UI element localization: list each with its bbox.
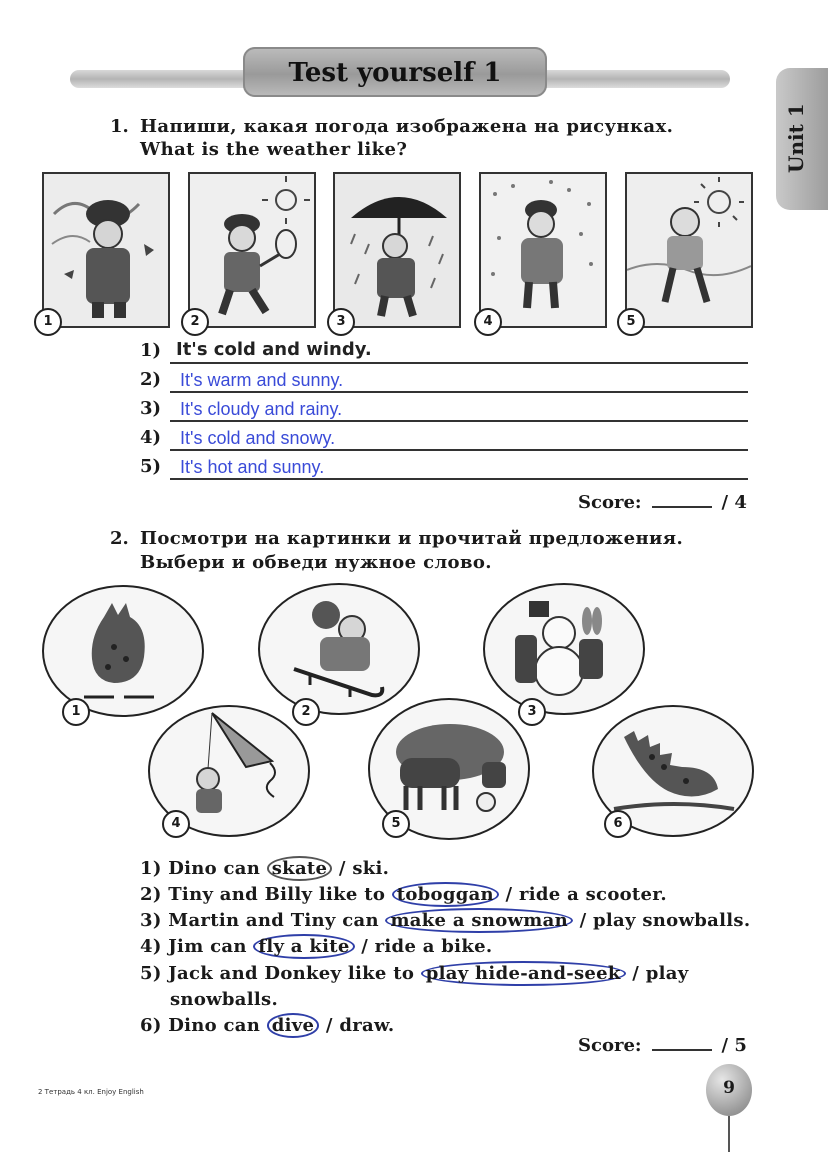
answer-typed-text[interactable]: It's cloudy and rainy. xyxy=(180,399,343,419)
answer-typed-text[interactable]: It's cold and snowy. xyxy=(180,428,336,448)
task1-number: 1. xyxy=(110,116,129,137)
picture-number-1: 1 xyxy=(34,308,62,336)
picture-number-6: 6 xyxy=(604,810,632,838)
page-title: Test yourself 1 xyxy=(243,47,547,97)
sentence-number: 2) xyxy=(140,884,162,905)
sentence-number: 1) xyxy=(140,858,162,879)
picture-number-2: 2 xyxy=(181,308,209,336)
option-separator: / xyxy=(325,1015,333,1036)
picture-tobogganing xyxy=(258,583,420,715)
answer-line xyxy=(170,478,748,480)
option-separator: / xyxy=(338,858,346,879)
score-blank[interactable] xyxy=(652,1049,712,1051)
picture-snowman xyxy=(483,583,645,715)
sentence-stem: Tiny and Billy like to xyxy=(168,884,386,905)
page-number: 9 xyxy=(723,1078,735,1098)
sentence-stem: Dino can xyxy=(168,858,261,879)
sentence-1 xyxy=(140,858,389,879)
option-circled[interactable]: toboggan xyxy=(392,882,499,907)
sentence-4 xyxy=(140,936,492,957)
weather-picture-sunny-tennis xyxy=(188,172,316,328)
task2-instruction-2: Выбери и обведи нужное слово. xyxy=(140,552,492,573)
sentence-5 xyxy=(140,963,688,984)
answer-printed-text: It's cold and windy. xyxy=(176,339,372,360)
sentence-5-continuation: snowballs. xyxy=(170,989,279,1010)
sentence-number: 5) xyxy=(140,963,162,984)
option-circled[interactable]: fly a kite xyxy=(253,934,354,959)
task1-instruction-en: What is the weather like? xyxy=(140,139,408,160)
sentence-2 xyxy=(140,884,667,905)
score-label: Score: xyxy=(578,1035,642,1056)
weather-picture-rainy-umbrella xyxy=(333,172,461,328)
unit-tab-label: Unit 1 xyxy=(784,103,808,173)
weather-picture-hot-sunny xyxy=(625,172,753,328)
option-circled[interactable]: skate xyxy=(267,856,333,881)
answer-line xyxy=(170,391,748,393)
answer-line xyxy=(170,362,748,364)
answer-typed-text[interactable]: It's warm and sunny. xyxy=(180,370,344,390)
answer-line xyxy=(170,449,748,451)
task1-instruction-ru: Напиши, какая погода изображена на рисунках. xyxy=(140,116,674,137)
sentence-stem: Dino can xyxy=(168,1015,261,1036)
option-other[interactable]: ride a scooter. xyxy=(518,884,667,905)
score-max: / 4 xyxy=(721,492,747,513)
option-separator: / xyxy=(579,910,587,931)
unit-tab xyxy=(776,68,828,210)
task2-instruction-1: Посмотри на картинки и прочитай предложения. xyxy=(140,528,684,549)
answer-typed-text[interactable]: It's hot and sunny. xyxy=(180,457,325,477)
answer-row-5[interactable] xyxy=(140,456,750,482)
picture-dino-skating xyxy=(42,585,204,717)
sentence-number: 4) xyxy=(140,936,162,957)
sentence-stem: Martin and Tiny can xyxy=(168,910,379,931)
picture-number-1: 1 xyxy=(62,698,90,726)
picture-number-3: 3 xyxy=(327,308,355,336)
picture-number-4: 4 xyxy=(474,308,502,336)
option-separator: / xyxy=(505,884,513,905)
option-circled[interactable]: dive xyxy=(267,1013,320,1038)
balloon-string xyxy=(728,1116,730,1152)
score-blank[interactable] xyxy=(652,506,712,508)
page-number-balloon xyxy=(706,1064,752,1116)
answer-number: 4) xyxy=(140,427,162,448)
answer-row-2[interactable] xyxy=(140,369,750,395)
picture-number-2: 2 xyxy=(292,698,320,726)
sentence-number: 6) xyxy=(140,1015,162,1036)
sentence-3 xyxy=(140,910,750,931)
answer-number: 5) xyxy=(140,456,162,477)
answer-number: 1) xyxy=(140,340,162,361)
answer-row-4[interactable] xyxy=(140,427,750,453)
weather-picture-snowy xyxy=(479,172,607,328)
option-other[interactable]: play xyxy=(645,963,689,984)
answer-number: 2) xyxy=(140,369,162,390)
sentence-stem: Jim can xyxy=(168,936,247,957)
option-other[interactable]: play snowballs. xyxy=(593,910,751,931)
task2-score xyxy=(578,1035,747,1056)
picture-number-3: 3 xyxy=(518,698,546,726)
sentence-number: 3) xyxy=(140,910,162,931)
weather-picture-windy xyxy=(42,172,170,328)
task2-number: 2. xyxy=(110,528,129,549)
option-other[interactable]: ski. xyxy=(352,858,390,879)
answer-row-1 xyxy=(140,340,750,366)
option-other[interactable]: draw. xyxy=(339,1015,395,1036)
option-other[interactable]: ride a bike. xyxy=(374,936,493,957)
task1-score xyxy=(578,492,747,513)
picture-number-5: 5 xyxy=(382,810,410,838)
sentence-6 xyxy=(140,1015,395,1036)
picture-number-4: 4 xyxy=(162,810,190,838)
sentence-stem: Jack and Donkey like to xyxy=(168,963,415,984)
answer-row-3[interactable] xyxy=(140,398,750,424)
score-max: / 5 xyxy=(721,1035,747,1056)
option-circled[interactable]: make a snowman xyxy=(385,908,573,933)
option-circled[interactable]: play hide-and-seek xyxy=(421,961,626,986)
option-separator: / xyxy=(361,936,369,957)
score-label: Score: xyxy=(578,492,642,513)
answer-number: 3) xyxy=(140,398,162,419)
answer-line xyxy=(170,420,748,422)
picture-number-5: 5 xyxy=(617,308,645,336)
option-separator: / xyxy=(632,963,640,984)
footer-note: 2 Тетрадь 4 кл. Enjoy English xyxy=(38,1088,144,1096)
